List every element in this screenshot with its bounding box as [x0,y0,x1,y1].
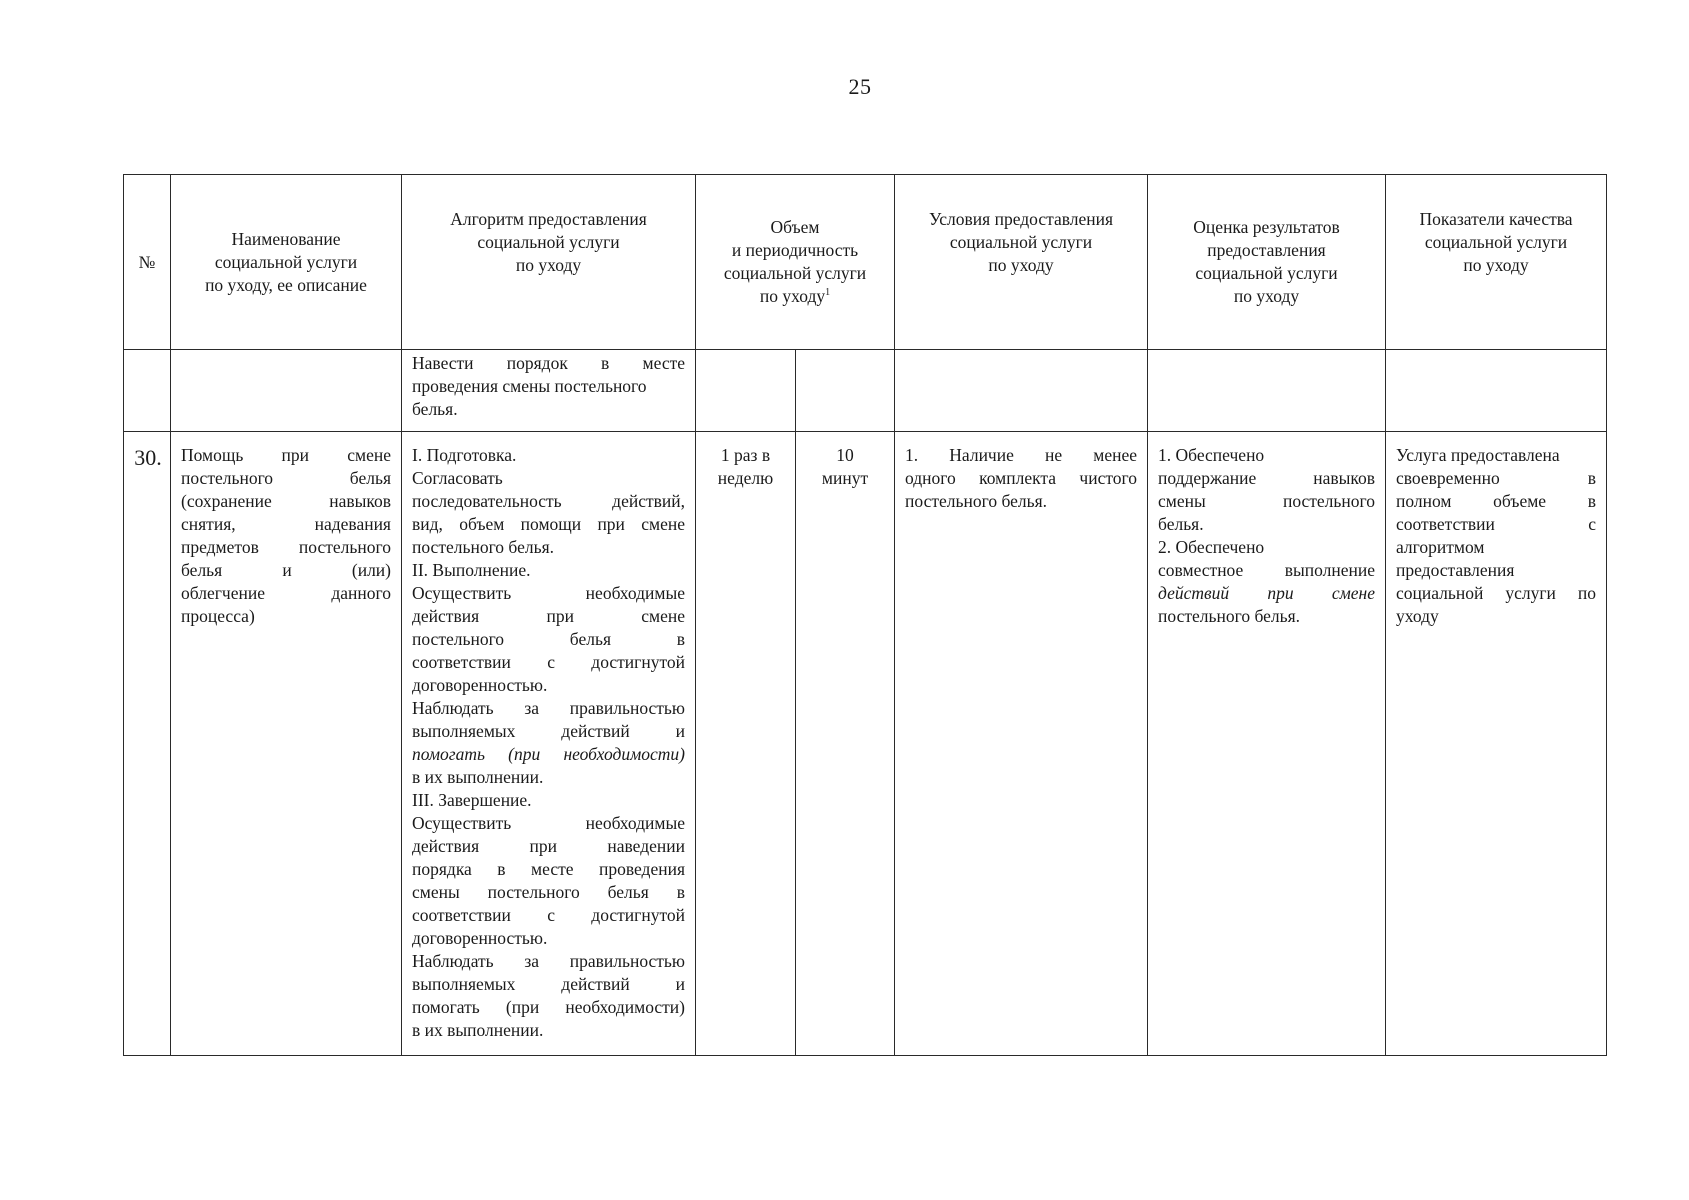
text-line: 10 [836,445,854,465]
cell-evaluation [1148,350,1386,432]
conditions-text [895,432,1147,513]
header-text-line: Объем [770,217,820,237]
header-text-line: по уходу [515,255,582,275]
header-text-line: социальной услуги [949,232,1093,252]
algorithm-text [402,350,695,421]
text-line: процесса) [181,606,255,626]
services-table [123,174,1607,1056]
text-line: полном объеме в [1396,491,1597,511]
text-line: смены постельного белья в [412,882,685,902]
text-line: 1 раз в [720,445,771,465]
cell-quality [1386,350,1607,432]
text-line: вид, объем помощи при смене [412,514,685,534]
footnote-marker: 1 [825,287,831,299]
text-line: уходу [1396,606,1439,626]
text-line: помогать (при необходимости) [412,997,685,1017]
text-line: 1. Наличие не менее [905,445,1138,465]
text-line: выполняемых действий и [412,974,685,994]
text-line: (сохранение навыков [181,491,391,511]
text-line: договоренностью. [412,675,548,695]
text-line: Помощь при смене [181,445,391,465]
header-text-line: по уходу [1233,286,1300,306]
header-text-line: социальной услуги [1424,232,1568,252]
text-line: предметов постельного [181,537,391,557]
header-text-line: Алгоритм предоставления [450,209,647,229]
header-number [124,175,171,350]
text-line: своевременно в [1396,468,1597,488]
cell-evaluation [1148,432,1386,1056]
text-line: соответствии с достигнутой [412,652,685,672]
periodicity-text [696,432,795,490]
cell-number [124,432,171,1056]
cell-conditions [895,432,1148,1056]
header-text-line: по уходу [1463,255,1529,275]
header-text-line: и периодичность [731,240,859,260]
text-line: социальной услуги по [1396,583,1597,603]
header-row [124,175,1607,350]
header-text-line: Показатели качества [1419,209,1573,229]
cell-conditions [895,350,1148,432]
services-table-container [123,174,1606,1056]
text-line: снятия, надевания [181,514,391,534]
header-service-name [171,175,402,350]
text-line: поддержание навыков [1158,468,1376,488]
cell-periodicity [696,350,796,432]
text-line: неделю [717,468,774,488]
text-line: Услуга предоставлена [1396,445,1560,465]
text-line: минут [821,468,869,488]
text-line: Навести порядок в месте [412,353,685,373]
text-line: Наблюдать за правильностью [412,951,685,971]
text-line: постельного белья [181,468,391,488]
header-evaluation [1148,175,1386,350]
header-text-line [704,285,886,308]
text-line: II. Выполнение. [412,560,531,580]
text-line: алгоритмом [1396,537,1485,557]
service-name-text [171,432,401,628]
page-number: 25 [848,74,872,99]
text-line: действия при смене [412,606,685,626]
text-line: Осуществить необходимые [412,813,685,833]
cell-periodicity [696,432,796,1056]
cell-volume [796,350,895,432]
cell-quality [1386,432,1607,1056]
text-line: смены постельного [1158,491,1376,511]
header-text-line: Условия предоставления [928,209,1114,229]
cell-algorithm [402,350,696,432]
header-text-line: по уходу, ее описание [205,274,367,295]
text-line: последовательность действий, [412,491,685,511]
header-text-line: Наименование [231,228,341,249]
cell-volume [796,432,895,1056]
header-algorithm [402,175,696,350]
text-line: соответствии с [1396,514,1597,534]
text-line: постельного белья. [905,491,1048,511]
text-line: Наблюдать за правильностью [412,698,685,718]
header-text-line: Оценка результатов [1193,217,1340,237]
text-line: постельного белья. [1158,606,1301,626]
header-text-fragment: по уходу [759,286,826,306]
algorithm-text [402,432,695,1042]
quality-text [1386,432,1606,628]
evaluation-text [1148,432,1385,628]
header-text-line: социальной услуги [1195,263,1338,283]
table-row-continuation [124,350,1607,432]
text-line: проведения смены постельного [412,376,647,396]
header-conditions [895,175,1148,350]
text-line: Согласовать [412,468,503,488]
cell-service-name [171,432,402,1056]
text-line: одного комплекта чистого [905,468,1138,488]
header-volume-periodicity [696,175,895,350]
text-line: постельного белья. [412,537,555,557]
text-line: договоренностью. [412,928,548,948]
text-line: III. Завершение. [412,790,532,810]
text-line: постельного белья в [412,629,685,649]
text-line: совместное выполнение [1158,560,1376,580]
cell-algorithm [402,432,696,1056]
text-line: порядка в месте проведения [412,859,685,879]
text-line: белья. [1158,514,1204,534]
header-text-line: социальной услуги [477,232,620,252]
text-line: в их выполнении. [412,1020,544,1040]
text-line: 2. Обеспечено [1158,537,1265,557]
text-line: I. Подготовка. [412,445,517,465]
cell-number [124,350,171,432]
text-line: предоставления [1396,560,1515,580]
text-line: помогать (при необходимости) [412,744,685,764]
text-line: Осуществить необходимые [412,583,685,603]
header-text-line: социальной услуги [214,251,358,272]
header-text-line: по уходу [988,255,1054,275]
text-line: действий при смене [1158,583,1376,603]
text-line: белья. [412,399,458,419]
table-row [124,432,1607,1056]
text-line: облегчение данного [181,583,391,603]
header-text-line: предоставления [1207,240,1326,260]
text-line: соответствии с достигнутой [412,905,685,925]
text-line: действия при наведении [412,836,685,856]
header-number-label: № [138,251,156,272]
cell-service-name [171,350,402,432]
text-line: выполняемых действий и [412,721,685,741]
row-number: 30. [134,445,162,470]
text-line: 1. Обеспечено [1158,445,1265,465]
volume-text [796,432,894,490]
header-text-line: социальной услуги [723,263,867,283]
header-quality [1386,175,1607,350]
text-line: белья и (или) [181,560,391,580]
text-line: в их выполнении. [412,767,544,787]
